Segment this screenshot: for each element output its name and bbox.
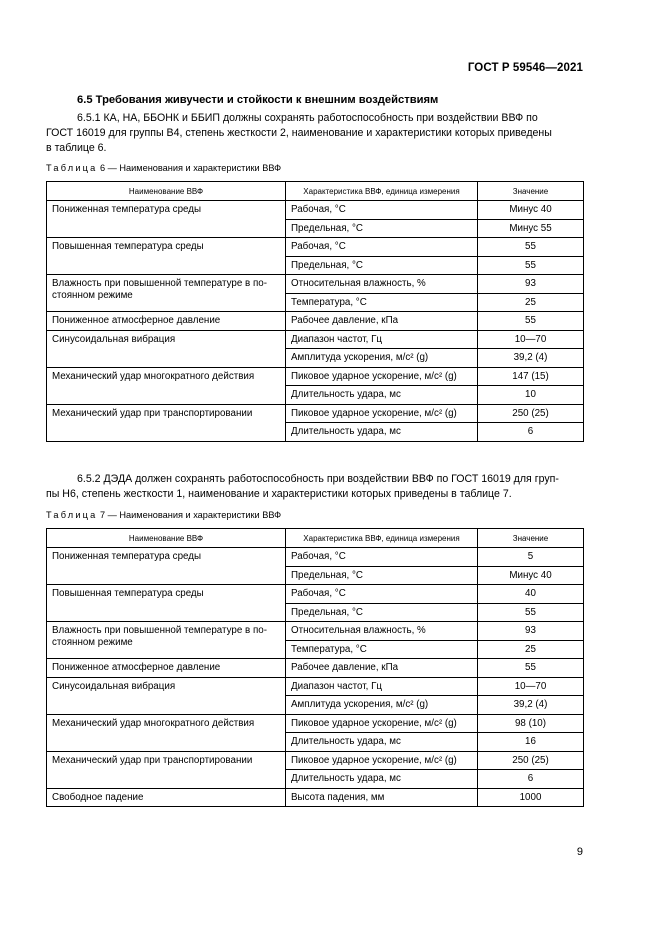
characteristic-cell: Относительная влажность, % (286, 275, 478, 294)
table-row (47, 330, 584, 349)
header-cell: Наименование ВВФ (47, 529, 286, 548)
factor-name-cell: Пониженная температура среды (47, 548, 286, 585)
value-cell: 10—70 (478, 330, 584, 349)
table6-caption-label: Таблица (46, 163, 98, 173)
characteristic-cell: Температура, °С (286, 640, 478, 659)
para1-line-3: в таблице 6. (46, 142, 107, 154)
characteristic-cell: Длительность удара, мс (286, 423, 478, 442)
value-cell: 55 (478, 659, 584, 678)
table-row (47, 201, 584, 220)
document-code: ГОСТ Р 59546—2021 (467, 62, 583, 74)
factor-name-cell: Синусоидальная вибрация (47, 330, 286, 367)
characteristic-cell: Рабочая, °С (286, 585, 478, 604)
characteristic-cell: Длительность удара, мс (286, 386, 478, 405)
value-cell: 55 (478, 256, 584, 275)
value-cell: 55 (478, 312, 584, 331)
value-cell: 55 (478, 603, 584, 622)
characteristic-cell: Предельная, °С (286, 603, 478, 622)
table-7 (46, 528, 584, 807)
section-title: 6.5 Требования живучести и стойкости к внешним воздействиям (77, 94, 439, 106)
header-cell: Значение (478, 182, 584, 201)
table7-caption-label: Таблица (46, 510, 98, 520)
table-header-row (47, 529, 584, 548)
value-cell: Минус 40 (478, 566, 584, 585)
table-row (47, 622, 584, 641)
characteristic-cell: Рабочая, °С (286, 201, 478, 220)
table-row (47, 275, 584, 294)
characteristic-cell: Рабочее давление, кПа (286, 312, 478, 331)
factor-name-cell: Повышенная температура среды (47, 238, 286, 275)
table-row (47, 714, 584, 733)
characteristic-cell: Относительная влажность, % (286, 622, 478, 641)
value-cell: 250 (25) (478, 751, 584, 770)
factor-name-cell: Синусоидальная вибрация (47, 677, 286, 714)
table-row (47, 659, 584, 678)
value-cell: 93 (478, 275, 584, 294)
factor-name-cell: Влажность при повышенной температуре в по- стоянном режиме (47, 275, 286, 312)
characteristic-cell: Высота падения, мм (286, 788, 478, 807)
value-cell: 25 (478, 293, 584, 312)
value-cell: 10 (478, 386, 584, 405)
characteristic-cell: Амплитуда ускорения, м/с² (g) (286, 349, 478, 368)
table-row (47, 238, 584, 257)
value-cell: 40 (478, 585, 584, 604)
characteristic-cell: Предельная, °С (286, 566, 478, 585)
para2-line-1: 6.5.2 ДЭДА должен сохранять работоспособность при воздействии ВВФ по ГОСТ 16019 для груп- (77, 473, 559, 485)
value-cell: 39,2 (4) (478, 696, 584, 715)
paragraph-6-5-1 (46, 111, 583, 156)
header-cell: Значение (478, 529, 584, 548)
table6-caption-text: 6 — Наименования и характеристики ВВФ (100, 163, 282, 173)
factor-name-cell: Свободное падение (47, 788, 286, 807)
characteristic-cell: Длительность удара, мс (286, 733, 478, 752)
factor-name-cell: Механический удар при транспортировании (47, 404, 286, 441)
table7-caption (46, 510, 281, 520)
factor-name-cell: Пониженное атмосферное давление (47, 312, 286, 331)
factor-name-cell: Повышенная температура среды (47, 585, 286, 622)
table-header-row (47, 182, 584, 201)
para1-line-1: 6.5.1 КА, НА, ББОНК и ББИП должны сохранять работоспособность при воздействии ВВФ по (77, 112, 538, 124)
value-cell: 98 (10) (478, 714, 584, 733)
table-row (47, 404, 584, 423)
factor-name-cell: Механический удар многократного действия (47, 367, 286, 404)
factor-name-cell: Механический удар при транспортировании (47, 751, 286, 788)
table-row (47, 751, 584, 770)
value-cell: 1000 (478, 788, 584, 807)
characteristic-cell: Рабочее давление, кПа (286, 659, 478, 678)
page-number: 9 (576, 846, 583, 858)
value-cell: 147 (15) (478, 367, 584, 386)
characteristic-cell: Предельная, °С (286, 219, 478, 238)
characteristic-cell: Пиковое ударное ускорение, м/с² (g) (286, 751, 478, 770)
table-row (47, 585, 584, 604)
value-cell: 93 (478, 622, 584, 641)
factor-name-cell: Пониженная температура среды (47, 201, 286, 238)
value-cell: Минус 40 (478, 201, 584, 220)
value-cell: 250 (25) (478, 404, 584, 423)
header-cell: Характеристика ВВФ, единица измерения (286, 182, 478, 201)
value-cell: 16 (478, 733, 584, 752)
characteristic-cell: Пиковое ударное ускорение, м/с² (g) (286, 404, 478, 423)
table-row (47, 548, 584, 567)
para2-line-2: пы Н6, степень жесткости 1, наименование и характеристики которых приведены в таблице 7. (46, 488, 512, 500)
para1-line-2: ГОСТ 16019 для группы В4, степень жесткости 2, наименование и характеристики которых приведены (46, 127, 552, 139)
table-row (47, 367, 584, 386)
characteristic-cell: Диапазон частот, Гц (286, 677, 478, 696)
characteristic-cell: Длительность удара, мс (286, 770, 478, 789)
value-cell: 6 (478, 770, 584, 789)
value-cell: Минус 55 (478, 219, 584, 238)
paragraph-6-5-2 (46, 472, 583, 502)
table-row (47, 312, 584, 331)
value-cell: 55 (478, 238, 584, 257)
value-cell: 10—70 (478, 677, 584, 696)
factor-name-cell: Пониженное атмосферное давление (47, 659, 286, 678)
characteristic-cell: Диапазон частот, Гц (286, 330, 478, 349)
value-cell: 25 (478, 640, 584, 659)
table-row (47, 788, 584, 807)
characteristic-cell: Пиковое ударное ускорение, м/с² (g) (286, 367, 478, 386)
factor-name-cell: Влажность при повышенной температуре в по- стоянном режиме (47, 622, 286, 659)
table6-caption (46, 163, 281, 173)
header-cell: Наименование ВВФ (47, 182, 286, 201)
table-row (47, 677, 584, 696)
header-cell: Характеристика ВВФ, единица измерения (286, 529, 478, 548)
characteristic-cell: Температура, °С (286, 293, 478, 312)
value-cell: 6 (478, 423, 584, 442)
characteristic-cell: Амплитуда ускорения, м/с² (g) (286, 696, 478, 715)
value-cell: 39,2 (4) (478, 349, 584, 368)
characteristic-cell: Пиковое ударное ускорение, м/с² (g) (286, 714, 478, 733)
factor-name-cell: Механический удар многократного действия (47, 714, 286, 751)
value-cell: 5 (478, 548, 584, 567)
table7-caption-text: 7 — Наименования и характеристики ВВФ (100, 510, 282, 520)
table-6 (46, 181, 584, 442)
characteristic-cell: Предельная, °С (286, 256, 478, 275)
characteristic-cell: Рабочая, °С (286, 238, 478, 257)
characteristic-cell: Рабочая, °С (286, 548, 478, 567)
